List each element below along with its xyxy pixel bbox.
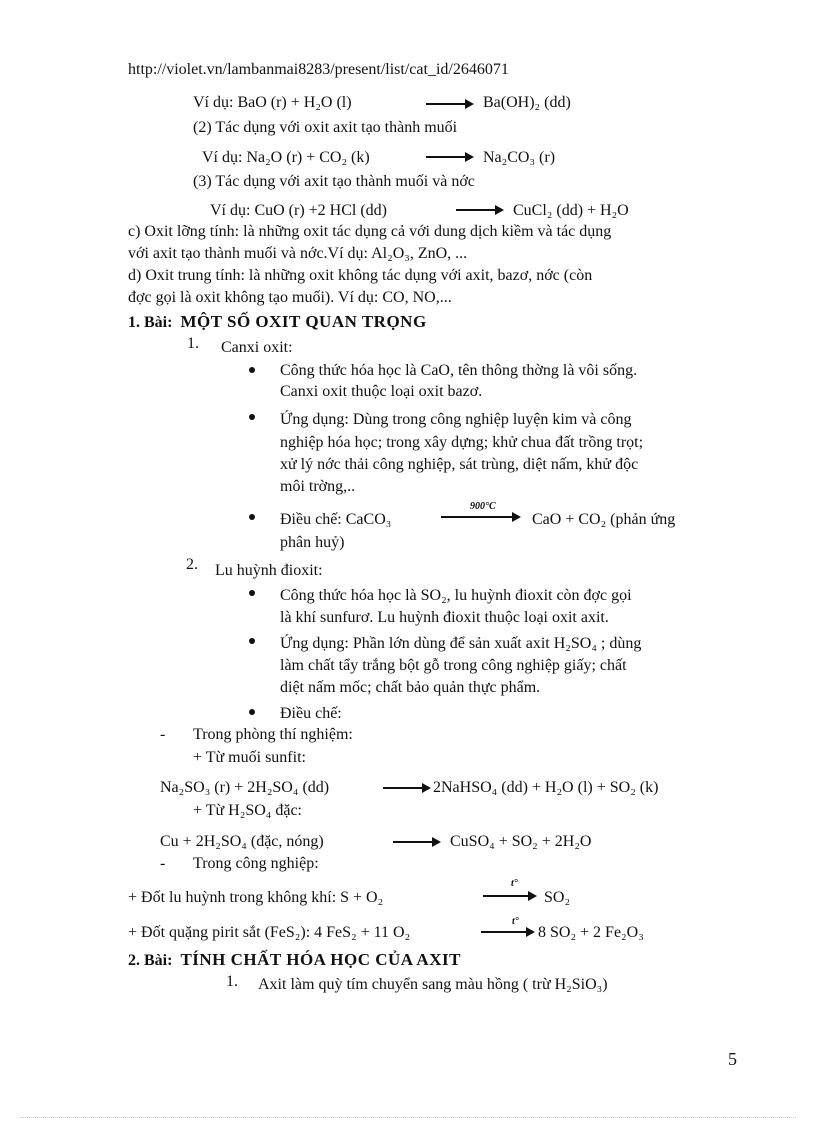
bullet [249, 514, 255, 520]
acid-property-1: Axit làm quỳ tím chuyển sang màu hồng ( trừ H₂SiO₃) [258, 976, 608, 993]
cao-usage-line4: môi trờng,.. [280, 478, 356, 495]
cao-formula-line2: Canxi oxit thuộc loại oxit bazơ. [280, 383, 483, 400]
industry-method-title: Trong công nghiệp: [193, 855, 319, 872]
item-1-number: 1. [187, 335, 199, 352]
reaction-pyrite-left: + Đốt quặng pirit sắt (FeS₂): 4 FeS₂ + 11 O₂ [128, 924, 411, 941]
cao-prep-line2: phân huỷ) [280, 534, 345, 551]
reaction-arrow [426, 156, 472, 158]
amphoteric-oxide-line1: c) Oxit lỡng tính: là những oxit tác dụng cả với dung dịch kiềm và tác dụng [128, 223, 612, 240]
from-acid-title: + Từ H₂SO₄ đặc: [193, 802, 302, 819]
page-bottom-rule [20, 1117, 796, 1118]
amphoteric-oxide-line2: với axit tạo thành muối và nớc.Ví dụ: Al₂O₃, ZnO, ... [128, 245, 468, 262]
reaction-copper-right: CuSO₄ + SO₂ + 2H₂O [450, 833, 592, 850]
page-number: 5 [728, 1049, 737, 1069]
bullet [249, 709, 255, 715]
from-sulfite-title: + Từ muối sunfit: [193, 749, 306, 766]
cao-prep-right: CaO + CO₂ (phản ứng [532, 511, 676, 528]
reaction-arrow [441, 516, 519, 518]
neutral-oxide-line1: d) Oxit trung tính: là những oxit không tác dụng với axit, bazơ, nớc (còn [128, 267, 593, 284]
reaction-arrow [393, 841, 439, 843]
bullet [249, 367, 255, 373]
reaction-arrow [456, 209, 502, 211]
bullet [249, 638, 255, 644]
example-bao-left: Ví dụ: BaO (r) + H₂O (l) [193, 94, 352, 111]
cao-formula-line1: Công thức hóa học là CaO, tên thông thờng là vôi sống. [280, 362, 638, 379]
reaction-sulfur-right: SO₂ [544, 889, 571, 906]
item-2-number: 2. [186, 556, 198, 573]
neutral-oxide-line2: đợc gọi là oxit không tạo muối). Ví dụ: CO, NO,... [128, 289, 452, 306]
reaction-pyrite-right: 8 SO₂ + 2 Fe₂O₃ [538, 924, 644, 941]
cao-prep-left: Điều chế: CaCO₃ [280, 511, 392, 528]
lab-method-title: Trong phòng thí nghiệm: [193, 726, 353, 743]
reaction-condition: t° [511, 878, 518, 889]
reaction-sulfur-left: + Đốt lu huỳnh trong không khí: S + O₂ [128, 889, 384, 906]
so2-usage-line2: làm chất tẩy trắng bột gỗ trong công nghiệp giấy; chất [280, 657, 627, 674]
reaction-arrow [383, 787, 429, 789]
reaction-arrow [426, 103, 472, 105]
reaction-copper-left: Cu + 2H₂SO₄ (đặc, nóng) [160, 833, 324, 850]
dash-marker: - [160, 855, 166, 872]
cao-usage-line2: nghiệp hóa học; trong xây dựng; khử chua đất trồng trọt; [280, 434, 644, 451]
item-1-title: Canxi oxit: [221, 339, 293, 356]
section-2-prefix: 2. Bài: [128, 952, 173, 969]
example-na2o-right: Na₂CO₃ (r) [483, 149, 556, 166]
so2-prep: Điều chế: [280, 705, 342, 722]
reaction-arrow [483, 895, 535, 897]
acid-item-number: 1. [226, 973, 238, 990]
so2-formula-line2: là khí sunfurơ. Lu huỳnh đioxit thuộc loại oxit axit. [280, 609, 609, 626]
section-1-heading [128, 312, 427, 333]
property-3: (3) Tác dụng với axit tạo thành muối và nớc [193, 173, 475, 190]
bullet [249, 414, 255, 420]
header-url: http://violet.vn/lambanmai8283/present/list/cat_id/2646071 [128, 61, 509, 78]
reaction-condition: t° [512, 916, 519, 927]
example-cuo-left: Ví dụ: CuO (r) +2 HCl (dd) [210, 202, 388, 219]
example-na2o-left: Ví dụ: Na₂O (r) + CO₂ (k) [202, 149, 370, 166]
so2-usage-line3: diệt nấm mốc; chất bảo quản thực phẩm. [280, 679, 541, 696]
so2-formula-line1: Công thức hóa học là SO₂, lu huỳnh đioxit còn đợc gọi [280, 587, 632, 604]
so2-usage-line1: Ứng dụng: Phần lớn dùng để sản xuất axit H₂SO₄ ; dùng [280, 635, 642, 652]
cao-usage-line3: xử lý nớc thải công nghiệp, sát trùng, diệt nấm, khử độc [280, 456, 639, 473]
example-bao-right: Ba(OH)₂ (dd) [483, 94, 571, 111]
reaction-condition: 900°C [470, 501, 496, 512]
dash-marker: - [160, 726, 166, 743]
section-1-title: MỘT SỐ OXIT QUAN TRỌNG [180, 312, 427, 331]
section-2-title: TÍNH CHẤT HÓA HỌC CỦA AXIT [180, 950, 461, 969]
reaction-arrow [481, 931, 533, 933]
bullet [249, 590, 255, 596]
item-2-title: Lu huỳnh đioxit: [215, 562, 323, 579]
example-cuo-right: CuCl₂ (dd) + H₂O [513, 202, 629, 219]
reaction-sulfite-left: Na₂SO₃ (r) + 2H₂SO₄ (dd) [160, 779, 330, 796]
property-2: (2) Tác dụng với oxit axit tạo thành muối [193, 119, 458, 136]
cao-usage-line1: Ứng dụng: Dùng trong công nghiệp luyện kim và công [280, 411, 632, 428]
section-2-heading [128, 950, 461, 971]
reaction-sulfite-right: 2NaHSO₄ (dd) + H₂O (l) + SO₂ (k) [433, 779, 659, 796]
section-1-prefix: 1. Bài: [128, 314, 173, 331]
